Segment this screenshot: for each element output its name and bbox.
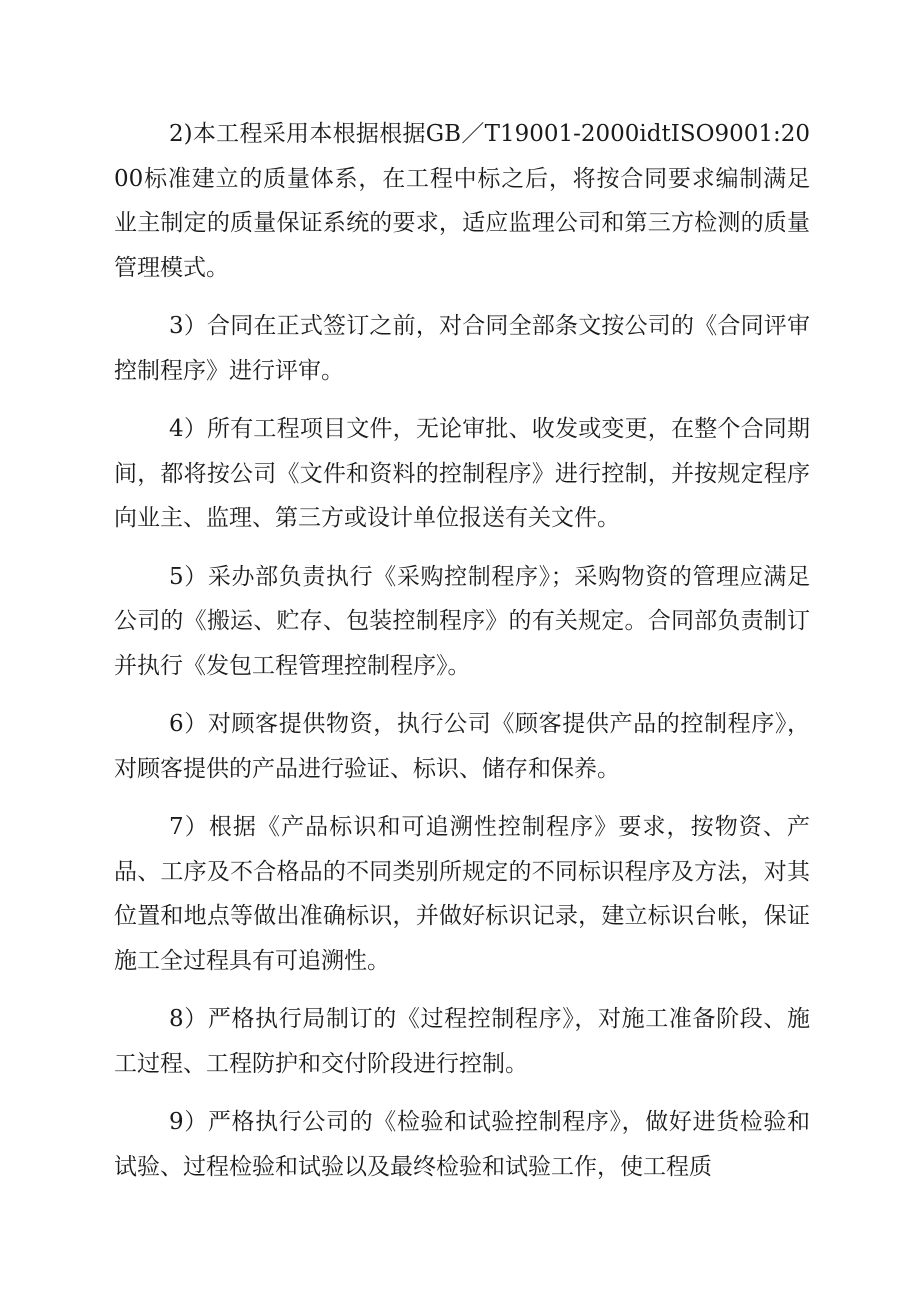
document-body xyxy=(114,112,810,1203)
paragraph-3: 3）合同在正式签订之前，对合同全部条文按公司的《合同评审控制程序》进行评审。 xyxy=(114,313,810,384)
paragraph-7: 7）根据《产品标识和可追溯性控制程序》要求，按物资、产品、工序及不合格品的不同类别所规定的不同标识程序及方法，对其位置和地点等做出准确标识，并做好标识记录，建立标识台帐，保证施工全过程具有可追溯性。 xyxy=(114,814,810,974)
paragraph-8: 8）严格执行局制订的《过程控制程序》，对施工准备阶段、施工过程、工程防护和交付阶段进行控制。 xyxy=(114,1006,810,1077)
paragraph-2: 2)本工程采用本根据根据GB／T19001-2000idtISO9001:2000标准建立的质量体系，在工程中标之后，将按合同要求编制满足业主制定的质量保证系统的要求，适应监理公司和第三方检测的质量管理模式。 xyxy=(114,121,810,281)
paragraph-5: 5）采办部负责执行《采购控制程序》；采购物资的管理应满足公司的《搬运、贮存、包装控制程序》的有关规定。合同部负责制订并执行《发包工程管理控制程序》。 xyxy=(114,563,810,679)
paragraph-6: 6）对顾客提供物资，执行公司《顾客提供产品的控制程序》，对顾客提供的产品进行验证、标识、储存和保养。 xyxy=(114,711,810,782)
paragraph-9: 9）严格执行公司的《检验和试验控制程序》，做好进货检验和试验、过程检验和试验以及最终检验和试验工作，使工程质 xyxy=(114,1109,810,1180)
paragraph-4: 4）所有工程项目文件，无论审批、收发或变更，在整个合同期间，都将按公司《文件和资料的控制程序》进行控制，并按规定程序向业主、监理、第三方或设计单位报送有关文件。 xyxy=(114,416,810,531)
